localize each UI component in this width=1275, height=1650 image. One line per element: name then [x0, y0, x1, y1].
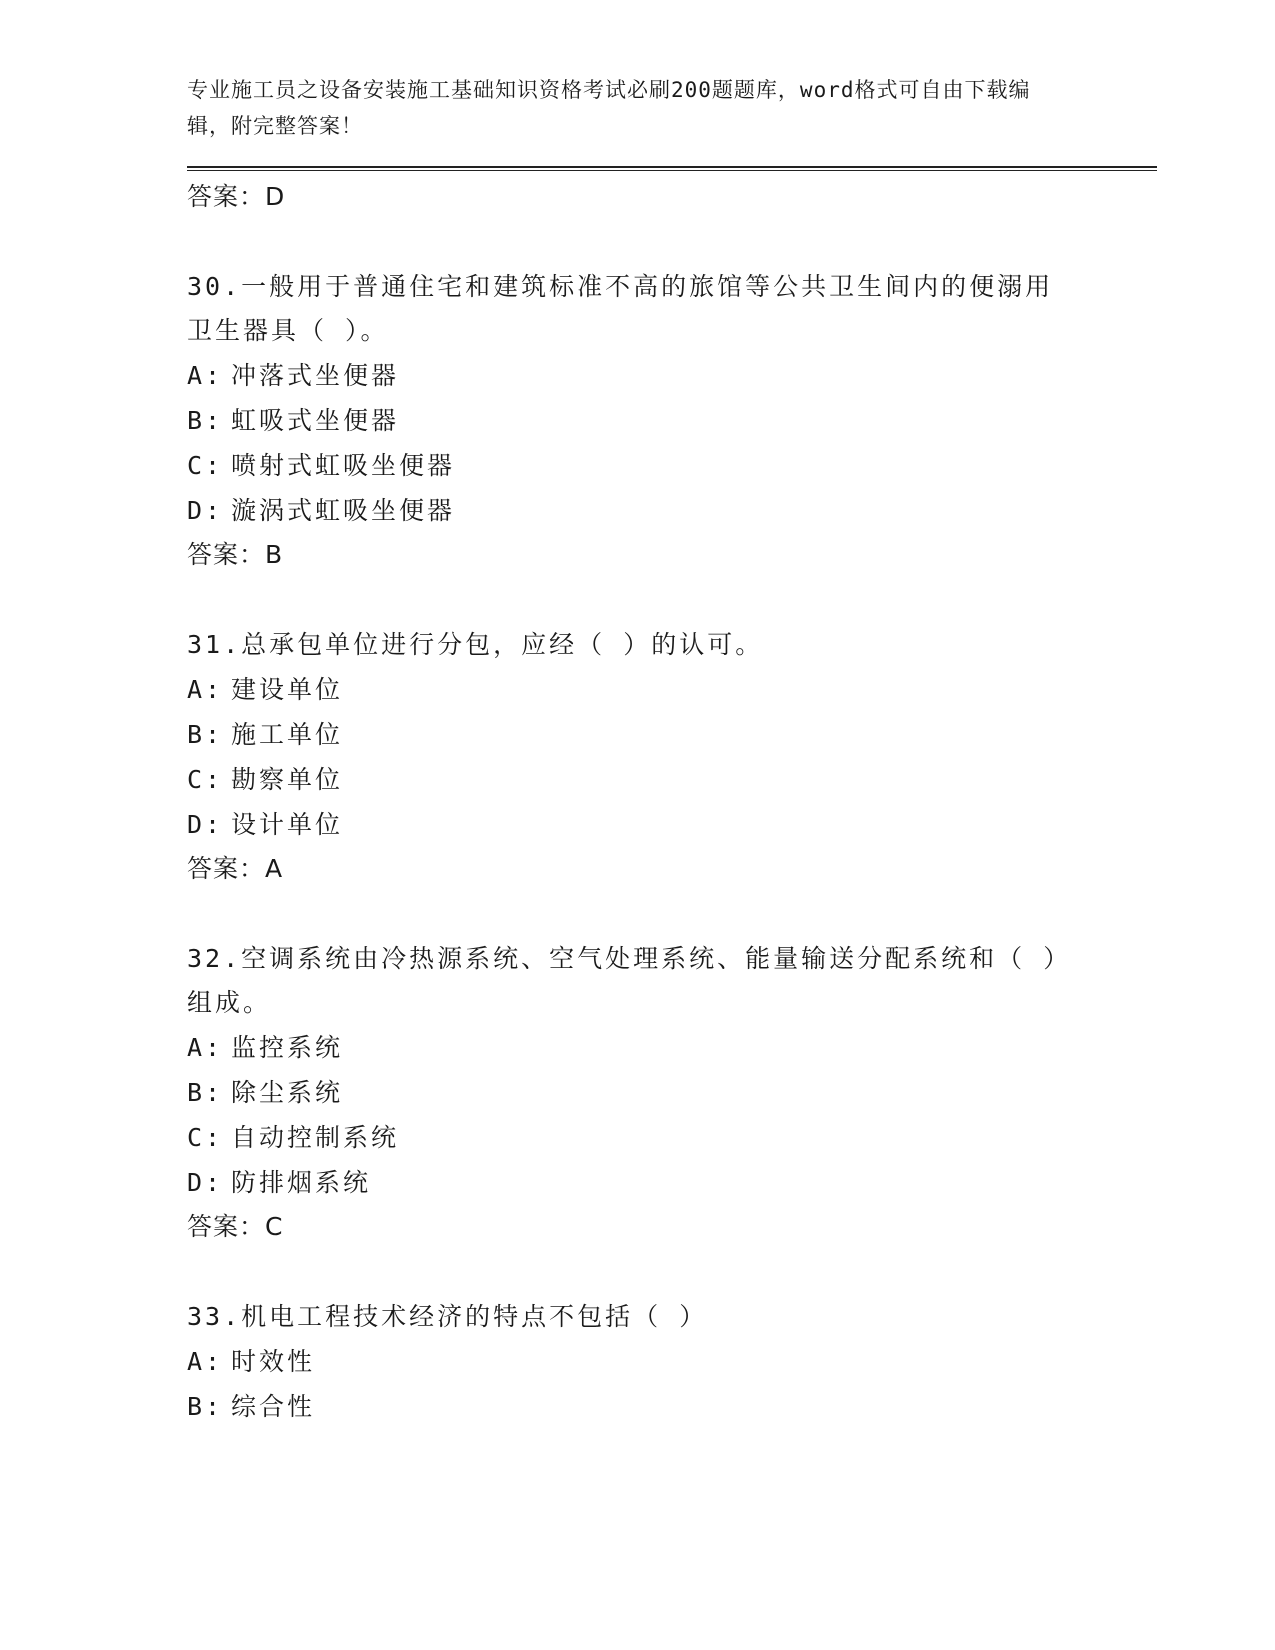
- option-text: 监控系统: [231, 1033, 344, 1062]
- option-text: 勘察单位: [231, 765, 344, 794]
- option-text: 自动控制系统: [231, 1123, 400, 1152]
- option-a: [187, 353, 1157, 398]
- question-stem: 33.机电工程技术经济的特点不包括（ ）: [187, 1302, 708, 1331]
- option-text: 除尘系统: [231, 1078, 344, 1107]
- option-d: [187, 802, 1157, 847]
- option-text: 冲落式坐便器: [231, 361, 400, 390]
- question-32: [187, 937, 1157, 1251]
- option-key: C:: [187, 451, 224, 480]
- question-31: [187, 623, 1157, 893]
- option-b: [187, 1070, 1157, 1115]
- question-stem: 31.总承包单位进行分包，应经（ ）的认可。: [187, 630, 764, 659]
- option-text: 施工单位: [231, 720, 344, 749]
- option-key: C:: [187, 765, 224, 794]
- option-c: [187, 757, 1157, 802]
- header-divider: [187, 166, 1157, 171]
- document-page: [187, 72, 1157, 1429]
- question-list: [187, 175, 1157, 1429]
- option-d: [187, 1160, 1157, 1205]
- option-key: B:: [187, 406, 224, 435]
- option-text: 虹吸式坐便器: [231, 406, 400, 435]
- option-b: [187, 1384, 1157, 1429]
- option-key: A:: [187, 361, 224, 390]
- option-text: 漩涡式虹吸坐便器: [231, 496, 456, 525]
- question-stem: 30.一般用于普通住宅和建筑标准不高的旅馆等公共卫生间内的便溺用卫生器具（ ）。: [187, 272, 1054, 345]
- question-33: [187, 1295, 1157, 1429]
- question-answer: [187, 1205, 1157, 1251]
- answer-label: 答案：: [187, 182, 266, 211]
- option-key: D:: [187, 810, 224, 839]
- option-a: [187, 1339, 1157, 1384]
- option-b: [187, 398, 1157, 443]
- option-key: A:: [187, 1347, 224, 1376]
- answer-value: C: [265, 1212, 284, 1241]
- option-text: 时效性: [231, 1347, 316, 1376]
- option-a: [187, 667, 1157, 712]
- option-key: D:: [187, 1168, 224, 1197]
- answer-label: 答案：: [187, 540, 266, 569]
- option-text: 喷射式虹吸坐便器: [231, 451, 456, 480]
- option-b: [187, 712, 1157, 757]
- option-a: [187, 1025, 1157, 1070]
- option-text: 建设单位: [231, 675, 344, 704]
- answer-value: A: [265, 854, 284, 883]
- option-key: A:: [187, 675, 224, 704]
- question-30: [187, 265, 1157, 579]
- option-key: B:: [187, 720, 224, 749]
- answer-value: B: [265, 540, 284, 569]
- option-d: [187, 488, 1157, 533]
- option-text: 防排烟系统: [231, 1168, 372, 1197]
- question-stem: 32.空调系统由冷热源系统、空气处理系统、能量输送分配系统和（ ）组成。: [187, 944, 1059, 1017]
- answer-label: 答案：: [187, 1212, 266, 1241]
- question-answer: [187, 533, 1157, 579]
- option-key: A:: [187, 1033, 224, 1062]
- option-text: 设计单位: [231, 810, 344, 839]
- option-key: B:: [187, 1392, 224, 1421]
- document-header: 专业施工员之设备安装施工基础知识资格考试必刷200题题库，word格式可自由下载编辑，附完整答案！: [187, 78, 1031, 138]
- previous-answer: [187, 175, 1157, 221]
- option-c: [187, 443, 1157, 488]
- option-key: D:: [187, 496, 224, 525]
- question-answer: [187, 847, 1157, 893]
- answer-value: D: [265, 182, 286, 211]
- answer-label: 答案：: [187, 854, 266, 883]
- option-key: B:: [187, 1078, 224, 1107]
- option-text: 综合性: [231, 1392, 316, 1421]
- option-key: C:: [187, 1123, 224, 1152]
- option-c: [187, 1115, 1157, 1160]
